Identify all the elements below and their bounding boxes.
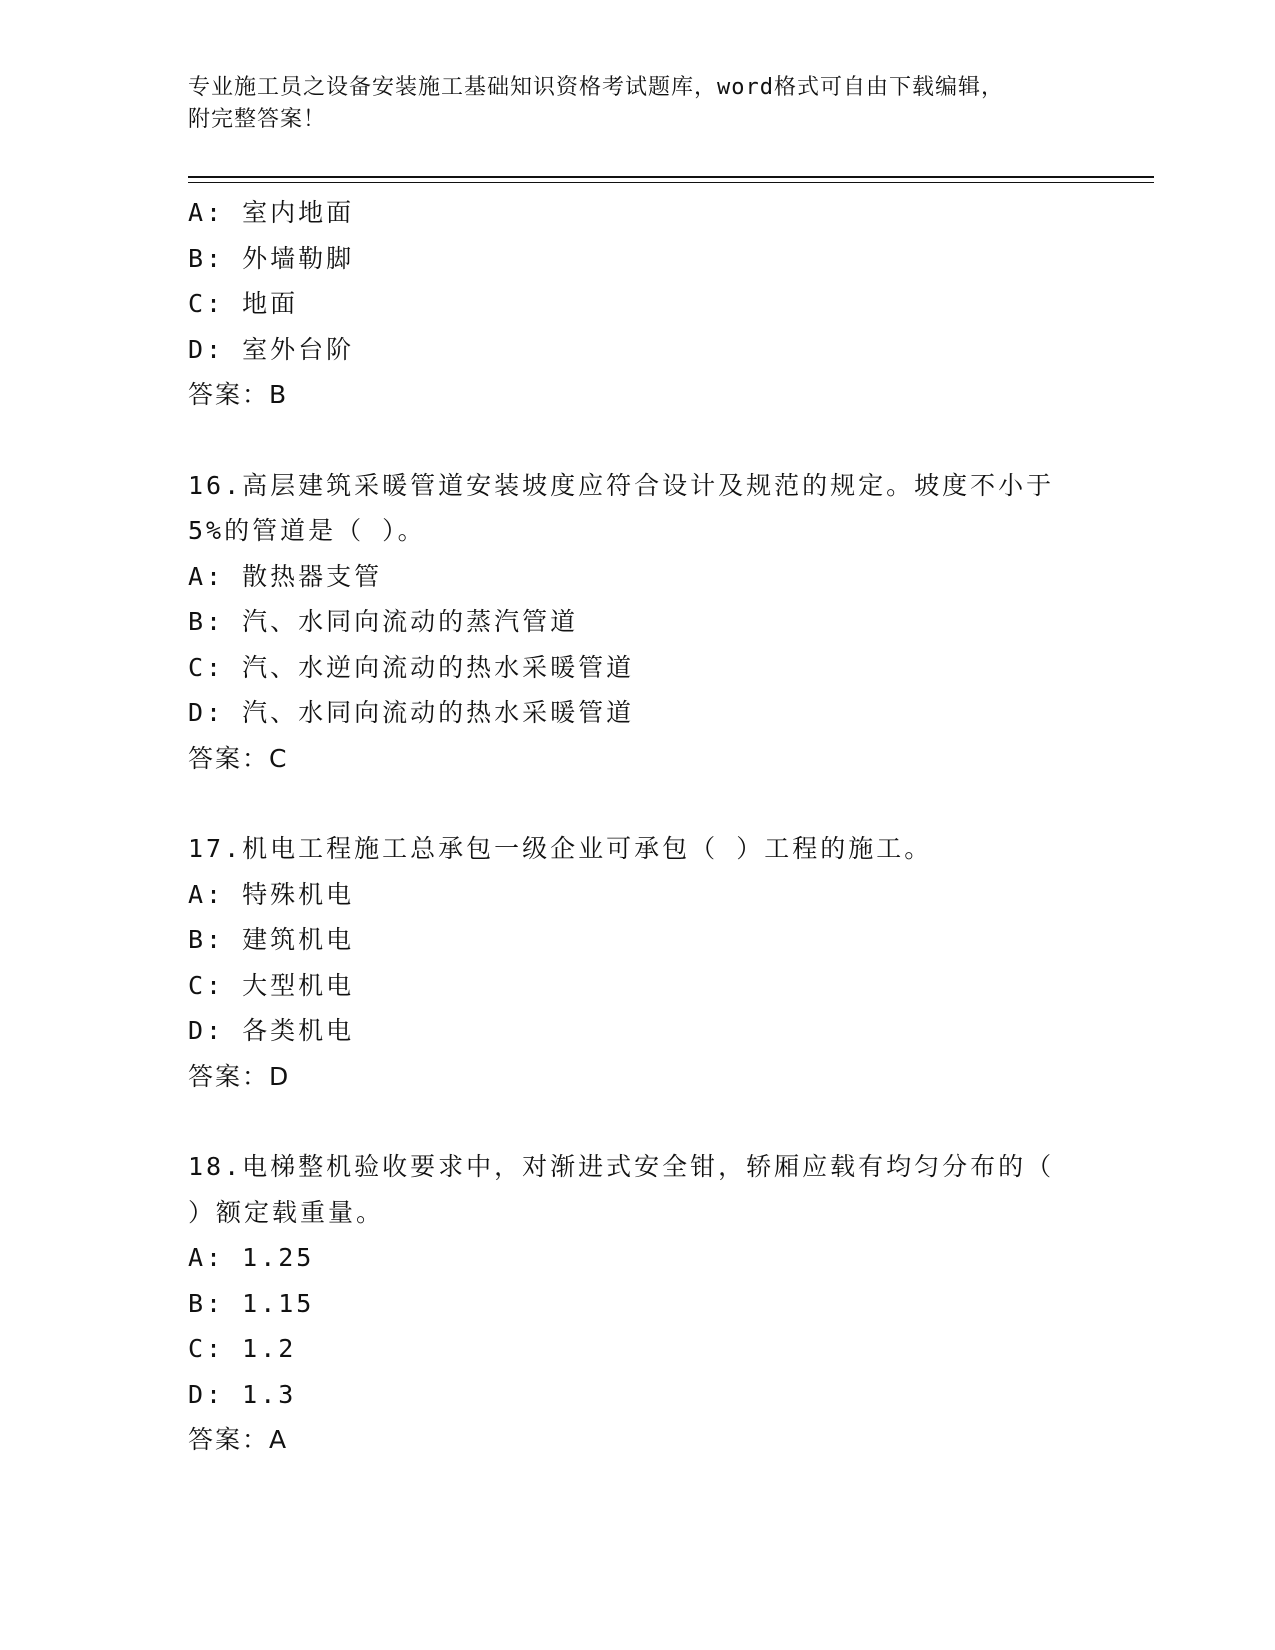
option-b: B: 建筑机电	[188, 925, 355, 954]
option-d: D: 汽、水同向流动的热水采暖管道	[188, 698, 635, 727]
question-stem: 16.高层建筑采暖管道安装坡度应符合设计及规范的规定。坡度不小于	[188, 470, 1055, 500]
answer: 答案：A	[188, 1425, 289, 1454]
header-divider-thin	[188, 182, 1154, 183]
option-b: B: 1.15	[188, 1288, 315, 1318]
option-d: D: 1.3	[188, 1379, 297, 1409]
question-stem-continued: ）额定载重量。	[188, 1197, 385, 1227]
header-line-1: 专业施工员之设备安装施工基础知识资格考试题库，word格式可自由下载编辑，	[188, 75, 1004, 100]
header-divider-thick	[188, 176, 1154, 178]
question-15-tail	[188, 190, 1088, 418]
option-c: C: 地面	[188, 289, 299, 318]
question-stem-continued: 5%的管道是（ ）。	[188, 516, 426, 545]
option-c: C: 大型机电	[188, 970, 355, 1000]
spacer	[188, 418, 1088, 463]
option-a: A: 散热器支管	[188, 561, 383, 591]
option-b: B: 外墙勒脚	[188, 243, 355, 273]
option-a: A: 特殊机电	[188, 879, 355, 909]
question-18	[188, 1144, 1088, 1463]
question-17	[188, 826, 1088, 1099]
question-stem: 18.电梯整机验收要求中，对渐进式安全钳，轿厢应载有均匀分布的（	[188, 1152, 1055, 1181]
question-list	[188, 190, 1088, 1463]
question-16	[188, 463, 1088, 782]
spacer	[188, 1099, 1088, 1144]
answer: 答案：B	[188, 380, 289, 409]
option-a: A: 1.25	[188, 1243, 315, 1272]
option-b: B: 汽、水同向流动的蒸汽管道	[188, 607, 579, 636]
option-d: D: 各类机电	[188, 1016, 355, 1045]
option-a: A: 室内地面	[188, 198, 355, 227]
answer: 答案：C	[188, 743, 289, 773]
option-c: C: 汽、水逆向流动的热水采暖管道	[188, 652, 635, 682]
document-header	[188, 72, 1068, 136]
header-line-2: 附完整答案！	[188, 107, 327, 132]
option-d: D: 室外台阶	[188, 334, 355, 364]
spacer	[188, 781, 1088, 826]
option-c: C: 1.2	[188, 1334, 297, 1363]
answer: 答案：D	[188, 1061, 291, 1091]
question-stem: 17.机电工程施工总承包一级企业可承包（ ）工程的施工。	[188, 834, 933, 863]
